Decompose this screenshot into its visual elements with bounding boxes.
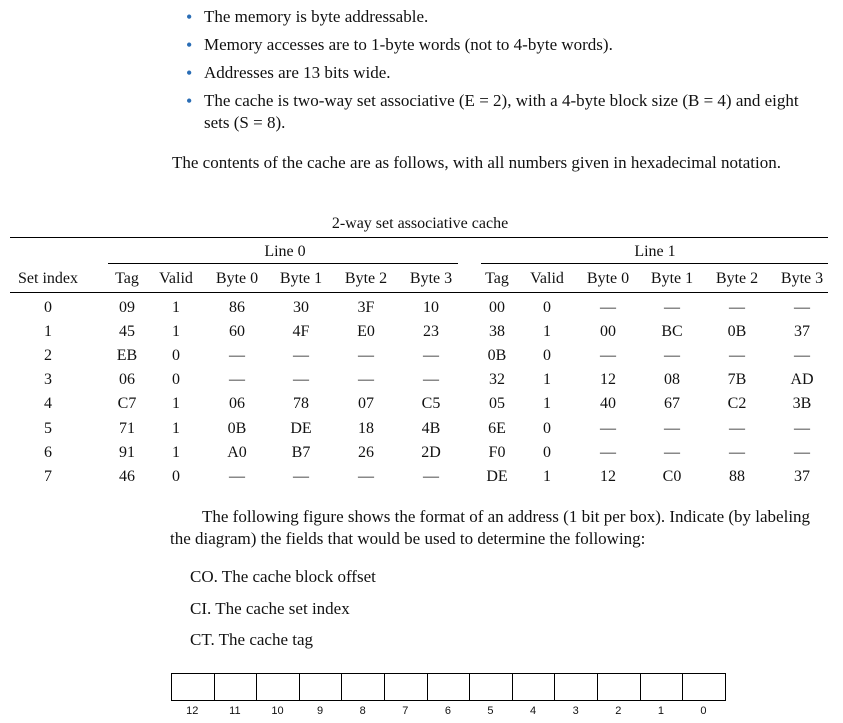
- column-header: Byte 0: [215, 270, 259, 287]
- table-cell: 1: [543, 467, 551, 485]
- column-header: Byte 1: [650, 270, 694, 287]
- table-cell: 46: [119, 467, 135, 485]
- table-cell: 1: [172, 323, 180, 341]
- column-header: Byte 2: [715, 270, 759, 287]
- table-cell: 08: [664, 371, 680, 389]
- bit-box[interactable]: [427, 673, 471, 701]
- bullet-item: • The cache is two-way set associative (E = 2), with a 4-byte block size (B = 4) and eight sets (S = 8).: [186, 90, 826, 134]
- table-cell: C5: [421, 395, 441, 413]
- bullet-item: • Addresses are 13 bits wide.: [186, 62, 826, 84]
- table-cell: 0: [172, 347, 180, 365]
- table-cell: 10: [423, 299, 439, 316]
- table-cell: 0: [44, 299, 52, 316]
- bit-box[interactable]: [256, 673, 300, 701]
- bit-number: 0: [700, 705, 707, 717]
- field-ci: CI. The cache set index: [190, 599, 350, 618]
- bit-box[interactable]: [469, 673, 513, 701]
- table-cell: —: [358, 467, 374, 485]
- bit-number: 3: [572, 705, 579, 717]
- table-cell: 2: [44, 347, 52, 365]
- table-cell: F0: [488, 443, 506, 461]
- bit-box[interactable]: [597, 673, 641, 701]
- table-cell: E0: [357, 323, 375, 341]
- bit-box[interactable]: [640, 673, 684, 701]
- bit-number: 12: [186, 705, 199, 717]
- table-cell: 00: [600, 323, 616, 341]
- header-rule: [10, 292, 828, 293]
- table-cell: —: [794, 419, 810, 437]
- intro-paragraph: The contents of the cache are as follows, with all numbers given in hexadecimal notation.: [172, 153, 781, 172]
- table-cell: 38: [489, 323, 505, 341]
- table-cell: 0: [543, 443, 551, 461]
- table-cell: 1: [172, 419, 180, 437]
- line1-label: Line 1: [634, 243, 676, 260]
- table-cell: 60: [229, 323, 245, 341]
- assumption-list: [186, 6, 826, 140]
- table-cell: 0B: [487, 347, 507, 365]
- table-cell: —: [229, 371, 245, 389]
- table-cell: 78: [293, 395, 309, 413]
- table-cell: 5: [44, 419, 52, 437]
- table-cell: —: [664, 419, 680, 437]
- column-header: Set index: [18, 270, 78, 287]
- column-header: Byte 0: [586, 270, 630, 287]
- bit-box[interactable]: [512, 673, 556, 701]
- table-cell: 12: [600, 371, 616, 389]
- table-cell: 30: [293, 299, 309, 316]
- bit-number: 1: [657, 705, 664, 717]
- table-cell: 45: [119, 323, 135, 341]
- table-cell: 6: [44, 443, 52, 461]
- line0-label: Line 0: [264, 243, 306, 260]
- table-cell: 37: [794, 467, 810, 485]
- table-cell: —: [794, 443, 810, 461]
- table-cell: 86: [229, 299, 245, 316]
- column-header: Byte 3: [780, 270, 824, 287]
- line0-rule: [108, 263, 458, 264]
- bit-number: 5: [487, 705, 494, 717]
- bit-box[interactable]: [214, 673, 258, 701]
- table-cell: C2: [727, 395, 747, 413]
- table-cell: 32: [489, 371, 505, 389]
- table-cell: —: [600, 347, 616, 365]
- table-cell: 07: [358, 395, 374, 413]
- table-cell: 67: [664, 395, 680, 413]
- table-cell: —: [729, 299, 745, 316]
- bit-number: 9: [317, 705, 324, 717]
- field-ct: CT. The cache tag: [190, 630, 314, 649]
- table-cell: —: [664, 299, 680, 316]
- bullet-item: • The memory is byte addressable.: [186, 6, 826, 28]
- table-cell: 12: [600, 467, 616, 485]
- table-cell: 06: [119, 371, 135, 389]
- bit-number: 6: [444, 705, 451, 717]
- table-cell: 88: [729, 467, 745, 485]
- bullet-item: • Memory accesses are to 1-byte words (not to 4-byte words).: [186, 34, 826, 56]
- bit-number: 4: [530, 705, 537, 717]
- table-cell: 09: [119, 299, 135, 316]
- column-header: Valid: [159, 270, 193, 287]
- table-cell: 0: [543, 419, 551, 437]
- table-cell: —: [794, 347, 810, 365]
- table-cell: 05: [489, 395, 505, 413]
- table-cell: 1: [172, 299, 180, 316]
- table-cell: 26: [358, 443, 374, 461]
- table-cell: C7: [117, 395, 137, 413]
- table-cell: 1: [543, 323, 551, 341]
- table-cell: 4B: [421, 419, 441, 437]
- table-cell: 3F: [357, 299, 375, 316]
- table-cell: A0: [227, 443, 247, 461]
- bit-number: 10: [271, 705, 284, 717]
- bit-number: 8: [359, 705, 366, 717]
- question-paragraph: The following figure shows the format of an address (1 bit per box). Indicate (by labeling the diagram) the fields that would be used to determine the following:: [170, 507, 811, 548]
- table-cell: 6E: [488, 419, 506, 437]
- table-cell: C0: [662, 467, 682, 485]
- table-cell: AD: [790, 371, 814, 389]
- table-cell: —: [293, 371, 309, 389]
- table-cell: 00: [489, 299, 505, 316]
- column-header: Byte 1: [279, 270, 323, 287]
- table-cell: —: [229, 467, 245, 485]
- table-cell: 3B: [792, 395, 812, 413]
- table-cell: 1: [543, 395, 551, 413]
- table-cell: —: [794, 299, 810, 316]
- table-cell: 7: [44, 467, 52, 485]
- table-cell: —: [729, 443, 745, 461]
- bit-box[interactable]: [299, 673, 343, 701]
- table-cell: 0B: [727, 323, 747, 341]
- table-cell: —: [358, 371, 374, 389]
- table-cell: —: [229, 347, 245, 365]
- table-cell: 0: [172, 467, 180, 485]
- table-cell: 40: [600, 395, 616, 413]
- table-cell: 7B: [727, 371, 747, 389]
- table-cell: B7: [291, 443, 311, 461]
- bit-box[interactable]: [341, 673, 385, 701]
- column-header: Byte 2: [344, 270, 388, 287]
- table-cell: —: [423, 371, 439, 389]
- table-top-rule: [10, 237, 828, 238]
- table-cell: 4F: [292, 323, 310, 341]
- table-cell: —: [600, 419, 616, 437]
- table-cell: 06: [229, 395, 245, 413]
- table-cell: EB: [116, 347, 138, 365]
- table-cell: —: [729, 419, 745, 437]
- table-cell: —: [729, 347, 745, 365]
- table-cell: —: [423, 347, 439, 365]
- table-cell: 71: [119, 419, 135, 437]
- table-cell: 1: [44, 323, 52, 341]
- table-cell: 1: [543, 371, 551, 389]
- table-caption: 2-way set associative cache: [331, 215, 509, 232]
- table-cell: 23: [423, 323, 439, 341]
- table-cell: 2D: [421, 443, 441, 461]
- column-header: Valid: [530, 270, 564, 287]
- table-cell: —: [664, 443, 680, 461]
- bit-number: 11: [229, 705, 241, 717]
- table-cell: —: [600, 299, 616, 316]
- table-cell: 18: [358, 419, 374, 437]
- table-cell: 4: [44, 395, 52, 413]
- table-cell: —: [664, 347, 680, 365]
- bit-box[interactable]: [171, 673, 215, 701]
- bit-number: 2: [615, 705, 622, 717]
- bit-box[interactable]: [554, 673, 598, 701]
- table-cell: 0: [543, 299, 551, 316]
- line1-rule: [481, 263, 828, 264]
- table-cell: 91: [119, 443, 135, 461]
- table-cell: 3: [44, 371, 52, 389]
- table-cell: 1: [172, 443, 180, 461]
- column-header: Tag: [115, 270, 139, 287]
- table-cell: —: [423, 467, 439, 485]
- table-cell: —: [600, 443, 616, 461]
- table-cell: 37: [794, 323, 810, 341]
- bit-box[interactable]: [682, 673, 726, 701]
- table-cell: DE: [486, 467, 508, 485]
- table-cell: DE: [290, 419, 312, 437]
- table-cell: 0: [543, 347, 551, 365]
- column-header: Byte 3: [409, 270, 453, 287]
- table-cell: BC: [661, 323, 683, 341]
- table-cell: —: [293, 347, 309, 365]
- table-cell: 0: [172, 371, 180, 389]
- table-cell: —: [293, 467, 309, 485]
- bit-number: 7: [402, 705, 409, 717]
- table-cell: 0B: [227, 419, 247, 437]
- field-co: CO. The cache block offset: [190, 567, 376, 586]
- bit-box[interactable]: [384, 673, 428, 701]
- table-cell: —: [358, 347, 374, 365]
- table-cell: 1: [172, 395, 180, 413]
- column-header: Tag: [485, 270, 509, 287]
